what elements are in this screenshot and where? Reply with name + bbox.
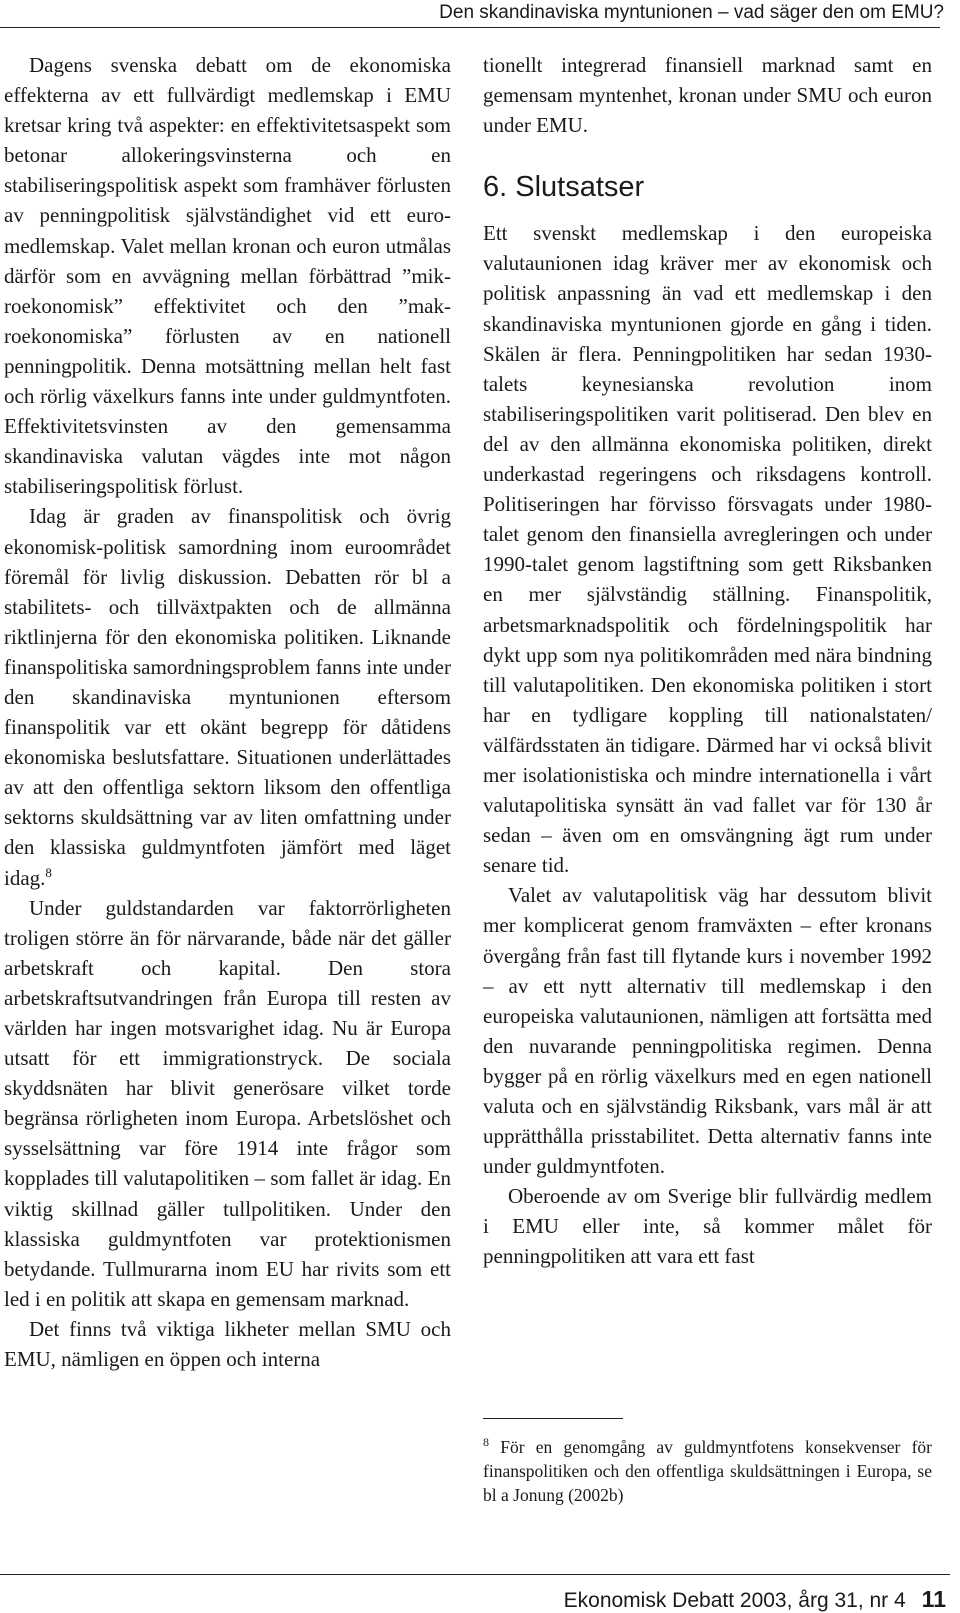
paragraph-1: Dagens svenska debatt om de ekonomiska effekterna av ett fullvärdigt medlemskap i EMU kretsar kring två aspekter: en effektivitetsaspekt som betonar allokeringsvinsterna och en stabiliseringspolitisk aspekt som framhäver förlusten av penningpolitisk självständighet vid ett euro-medlemskap. Valet mellan kronan och euron utmålas därför som en avvägning mellan förbättrad ”mikroekonomisk” effektivitet och den ”makroekonomiska” förlusten av en nationell penningpolitik. Denna motsättning mellan helt fast och rörlig växelkurs fanns inte under guldmyntfoten. Effektivitetsvinsten av den gemensamma skandinaviska valutan vägdes inte mot någon stabiliseringspolitisk förlust. <box>4 53 451 499</box>
header-rule <box>0 27 940 28</box>
footnote-ref-8[interactable]: 8 <box>45 864 52 880</box>
paragraph-2 <box>4 501 451 892</box>
paragraph-4-continued: tionellt integrerad finansiell marknad samt en gemensam myntenhet, kronan under SMU och euron under EMU. <box>483 53 932 138</box>
section-heading: 6. Slutsatser <box>483 171 645 204</box>
paragraph-2-text: Idag är graden av finanspolitisk och övrig ekonomisk-politisk samordning inom euroområdet föremål för livlig diskussion. Debatten rör bl a stabilitets- och tillväxtpakten och de allmänna riktlinjerna för den ekonomiska politiken. Liknande finanspolitiska samordningsproblem fanns inte under den skandinaviska myntunionen eftersom finanspolitik var ett okänt begrepp för dåtidens ekonomiska beslutsfattare. Situationen underlättades av att den offentliga sektorn liksom den offentliga sektorns skuldsättning var av liten omfattning under den klassiska guldmyntfoten jämfört med läget idag. <box>4 504 451 890</box>
footnote <box>483 1435 932 1507</box>
footer <box>564 1586 946 1613</box>
page-number: 11 <box>921 1586 946 1612</box>
paragraph-4: Det finns två viktiga likheter mellan SMU och EMU, nämligen en öppen och interna <box>4 1316 451 1372</box>
running-head: Den skandinaviska myntunionen – vad säger den om EMU? <box>439 2 944 23</box>
footer-rule <box>0 1574 950 1575</box>
footnote-marker: 8 <box>483 1435 489 1450</box>
paragraph-5: Ett svenskt medlemskap i den europeiska valutaunionen idag kräver mer av ekonomisk och politisk anpassning än vad ett medlemskap i den skandinaviska myntunionen gjorde en gång i tiden. Skälen är flera. Penningpolitiken har sedan 1930-talets keynesianska revolution inom stabiliseringspolitiken varit politiserad. Den blev en del av den allmänna ekonomiska politiken, direkt underkastad regeringens och riksdagens kontroll. Politiseringen har förvisso försvagats under 1980-talet genom den finansiella avregleringen och under 1990-talet genom lagstiftning som gett Riksbanken en mer självständig ställning. Finanspolitik, arbetsmarknadspolitik och fördelningspolitik har dykt upp som nya politikområden med nära bindning till valutapolitiken. Den ekonomiska politiken i stort har en tydligare koppling till nationalstaten/ välfärdsstaten än tidigare. Därmed har vi också blivit mer isolationistiska och mindre internationella i vårt valutapolitiska synsätt än vad fallet var för 130 år sedan – även om en omsvängning ägt rum under senare tid. <box>483 221 932 878</box>
journal-citation: Ekonomisk Debatt 2003, årg 31, nr 4 <box>563 1589 906 1612</box>
paragraph-6: Valet av valutapolitisk väg har dessutom blivit mer komplicerat genom framväxten – efter kronans övergång från fast till flytande kurs i november 1992 – av ett nytt alternativ till medlemskap i den europeiska valutaunionen, nämligen att fortsätta med den nuvarande penningpolitiska regimen. Denna bygger på en rörlig växelkurs med en egen nationell valuta och en självständig Riksbank, vars mål är att upprätthålla prisstabilitet. Detta alternativ fanns inte under guldmyntfoten. <box>483 883 932 1179</box>
footnote-rule <box>483 1418 623 1419</box>
paragraph-7: Oberoende av om Sverige blir fullvärdig medlem i EMU eller inte, så kommer målet för penningpolitiken att vara ett fast <box>483 1184 932 1269</box>
left-column <box>4 50 451 1374</box>
footnote-text: För en genomgång av guldmyntfotens konsekvenser för finanspolitiken och den offentliga skuldsättningen i Europa, se bl a Jonung (2002b) <box>483 1437 932 1505</box>
right-column <box>483 50 932 1272</box>
paragraph-3: Under guldstandarden var faktorrörligheten troligen större än för närvarande, både när det gäller arbetskraft och kapital. Den stora arbetskraftsutvandringen från Europa till resten av världen har ingen motsvarighet idag. Nu är Europa utsatt för ett immigrationstryck. De sociala skyddsnäten har blivit generösare vilket torde begränsa rörligheten inom Europa. Arbetslöshet och sysselsättning var före 1914 inte frågor som kopplades till valutapolitiken – som fallet är idag. En viktig skillnad gäller tullpolitiken. Under den klassiska guldmyntfoten var protektionismen betydande. Tullmurarna inom EU har rivits som ett led i en politik att skapa en gemensam marknad. <box>4 895 451 1311</box>
